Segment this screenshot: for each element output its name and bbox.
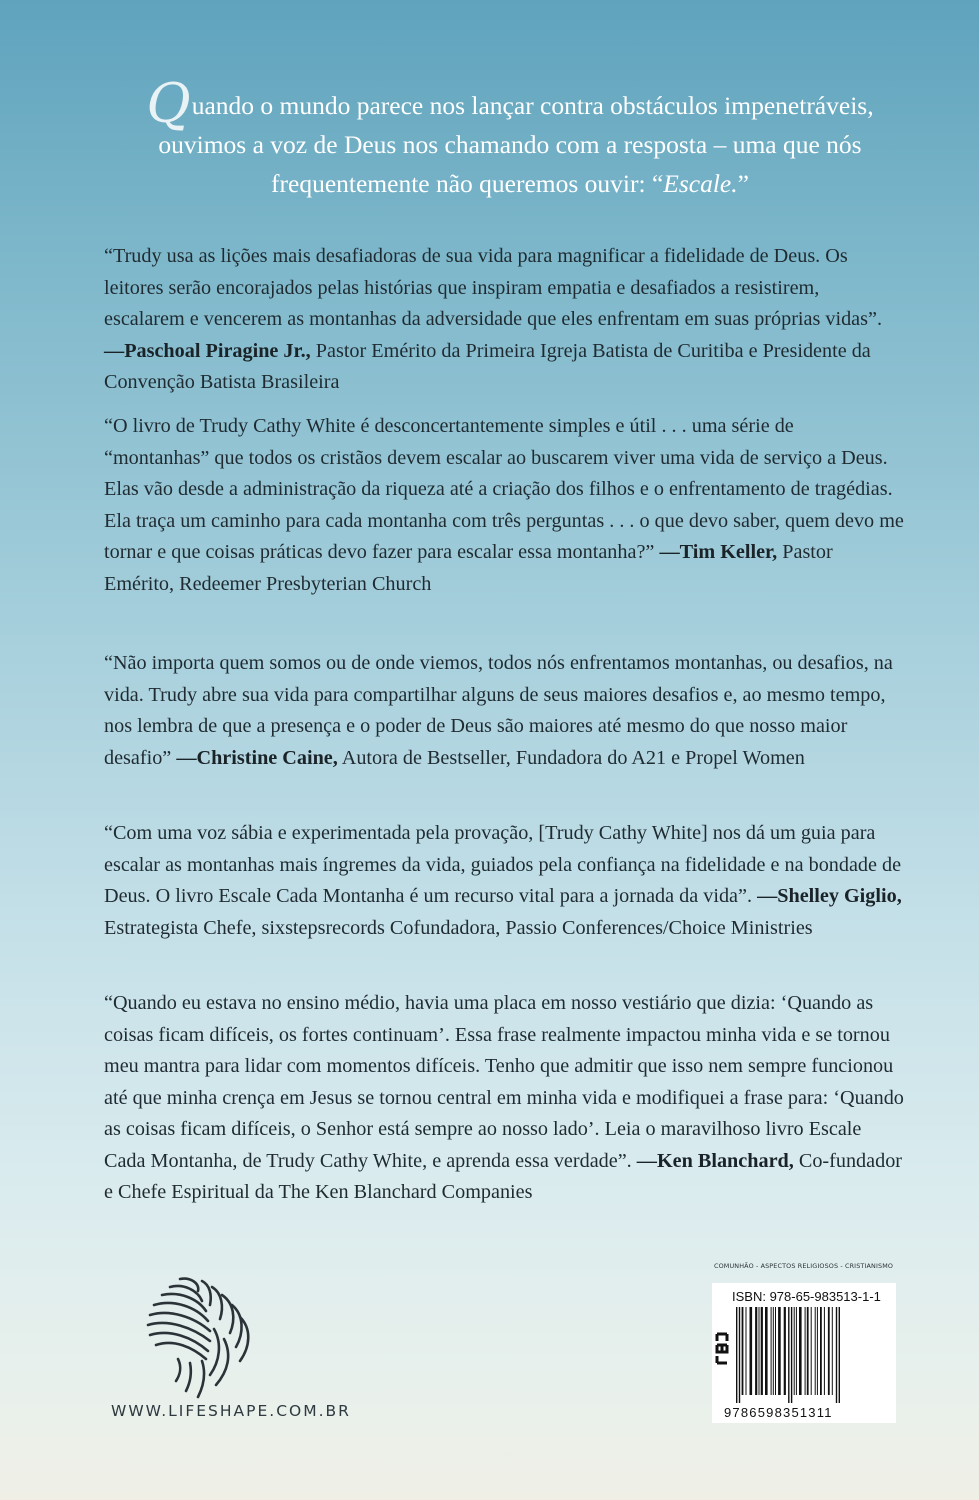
endorsement-text: “Com uma voz sábia e experimentada pela provação, [Trudy Cathy White] nos dá um guia para escalar as montanhas mais íngremes da vida, guiados pela confiança na fidelidade e na bondade de Deus. O livro Escale Cada Montanha é um recurso vital para a jornada da vida”. xyxy=(104,822,902,907)
barcode-bar xyxy=(794,1307,795,1395)
endorsement-keller xyxy=(104,411,904,600)
cbl-logo-icon xyxy=(715,1331,729,1365)
endorsement-author: —Ken Blanchard, xyxy=(636,1149,794,1172)
barcode-bar xyxy=(791,1307,792,1403)
endorsement-giglio xyxy=(104,818,904,944)
intro-line-2: ouvimos a voz de Deus nos chamando com a resposta – uma que nós xyxy=(158,130,862,159)
barcode-bar xyxy=(828,1307,830,1395)
barcode-bar xyxy=(817,1307,818,1395)
endorsement-role: Autora de Bestseller, Fundadora do A21 e Propel Women xyxy=(341,746,805,769)
publisher-url: WWW.LIFESHAPE.COM.BR xyxy=(111,1402,351,1420)
barcode-bar xyxy=(784,1307,786,1395)
isbn-label: ISBN: 978-65-983513-1-1 xyxy=(732,1289,881,1304)
barcode-bar xyxy=(788,1307,789,1403)
intro-dropcap: Q xyxy=(146,72,191,135)
endorsement-author: —Christine Caine, xyxy=(176,746,338,769)
intro-line-1: uando o mundo parece nos lançar contra obstáculos impenetráveis, xyxy=(191,91,874,120)
barcode-bar xyxy=(807,1307,809,1395)
barcode-bar xyxy=(811,1307,812,1395)
endorsement-text: “Trudy usa as lições mais desafiadoras de sua vida para magnificar a fidelidade de Deus. Os leitores serão encorajados pelas histórias que inspiram empatia e desafiados a resistirem, escalarem e vencerem as montanhas da adversidade que eles enfrentam em suas próprias vidas”. xyxy=(104,245,883,330)
barcode-bar xyxy=(773,1307,774,1395)
endorsement-text: “O livro de Trudy Cathy White é desconcertantemente simples e útil . . . uma série de “montanhas” que todos os cristãos devem escalar ao buscarem viver uma vida de serviço a Deus. Elas vão desde a administração da riqueza até a criação dos filhos e o enfrentamento de tragédias. Ela traça um caminho para cada montanha com três perguntas . . . o que devo saber, quem devo me tornar e que coisas práticas devo fazer para escalar essa montanha?” xyxy=(104,415,904,563)
endorsement-author: —Paschoal Piragine Jr., xyxy=(104,339,311,362)
barcode-bar xyxy=(761,1307,763,1395)
barcode-bar xyxy=(759,1307,760,1395)
lifeshape-logo-icon xyxy=(140,1273,262,1401)
barcode-bar xyxy=(771,1307,772,1395)
isbn-barcode-panel xyxy=(712,1283,896,1423)
intro-tagline xyxy=(100,72,920,203)
endorsement-blanchard xyxy=(104,988,904,1209)
barcode-bar xyxy=(824,1307,825,1395)
endorsement-role: Pastor Emérito, Redeemer Presbyterian Church xyxy=(104,541,833,595)
barcode-bar xyxy=(739,1307,740,1403)
barcode-bar xyxy=(799,1307,802,1395)
intro-line-3: frequentemente não queremos ouvir: “ xyxy=(271,169,664,198)
barcode-bar xyxy=(839,1307,840,1403)
barcode-number: 9786598351311 xyxy=(724,1405,833,1420)
barcode-bar xyxy=(736,1307,737,1403)
barcode-bar xyxy=(765,1307,768,1395)
barcode-bar xyxy=(778,1307,781,1395)
endorsement-caine xyxy=(104,648,904,774)
endorsement-role: Pastor Emérito da Primeira Igreja Batista de Curitiba e Presidente da Convenção Batista Brasileira xyxy=(104,339,871,393)
endorsement-role: Estrategista Chefe, sixstepsrecords Cofundadora, Passio Conferences/Choice Ministries xyxy=(104,916,813,939)
endorsement-role: Co-fundador e Chefe Espiritual da The Ken Blanchard Companies xyxy=(104,1149,903,1203)
barcode-bar xyxy=(796,1307,797,1395)
barcode-bar xyxy=(746,1307,747,1395)
endorsement-author: —Shelley Giglio, xyxy=(757,885,902,907)
barcode-bar xyxy=(820,1307,822,1395)
endorsement-author: —Tim Keller, xyxy=(659,541,778,563)
intro-line-3-close: ” xyxy=(737,169,749,198)
barcode-bar xyxy=(805,1307,806,1395)
barcode-bar xyxy=(750,1307,753,1395)
endorsement-text: “Quando eu estava no ensino médio, havia uma placa em nosso vestiário que dizia: ‘Quando as coisas ficam difíceis, os fortes continuam’. Essa frase realmente impactou minha vida e se tornou meu mantra para lidar com momentos difíceis. Tenho que admitir que isso nem sempre funcionou até que minha crença em Jesus se tornou central em minha vida e modifiquei a frase para: ‘Quando as coisas ficam difíceis, o Senhor está sempre ao nosso lado’. Leia o maravilhoso livro Escale Cada Montanha, de Trudy Cathy White, e aprenda essa verdade”. xyxy=(104,992,904,1172)
barcode-icon xyxy=(732,1307,890,1403)
endorsement-piragine xyxy=(104,241,904,399)
barcode-bar xyxy=(742,1307,744,1395)
barcode-bar xyxy=(815,1307,816,1395)
subject-classification: COMUNHÃO - ASPECTOS RELIGIOSOS - CRISTIANISMO xyxy=(714,1262,894,1270)
endorsement-text: “Não importa quem somos ou de onde viemos, todos nós enfrentamos montanhas, ou desafios, na vida. Trudy abre sua vida para compartilhar alguns de seus maiores desafios e, ao mesmo tempo, nos lembra de que a presença e o poder de Deus são maiores até mesmo do que nosso maior desafio” xyxy=(104,652,893,769)
intro-escale-word: Escale. xyxy=(663,169,738,198)
barcode-bar xyxy=(755,1307,757,1395)
barcode-bar xyxy=(836,1307,837,1403)
barcode-bar xyxy=(832,1307,833,1395)
barcode-bar xyxy=(775,1307,776,1395)
